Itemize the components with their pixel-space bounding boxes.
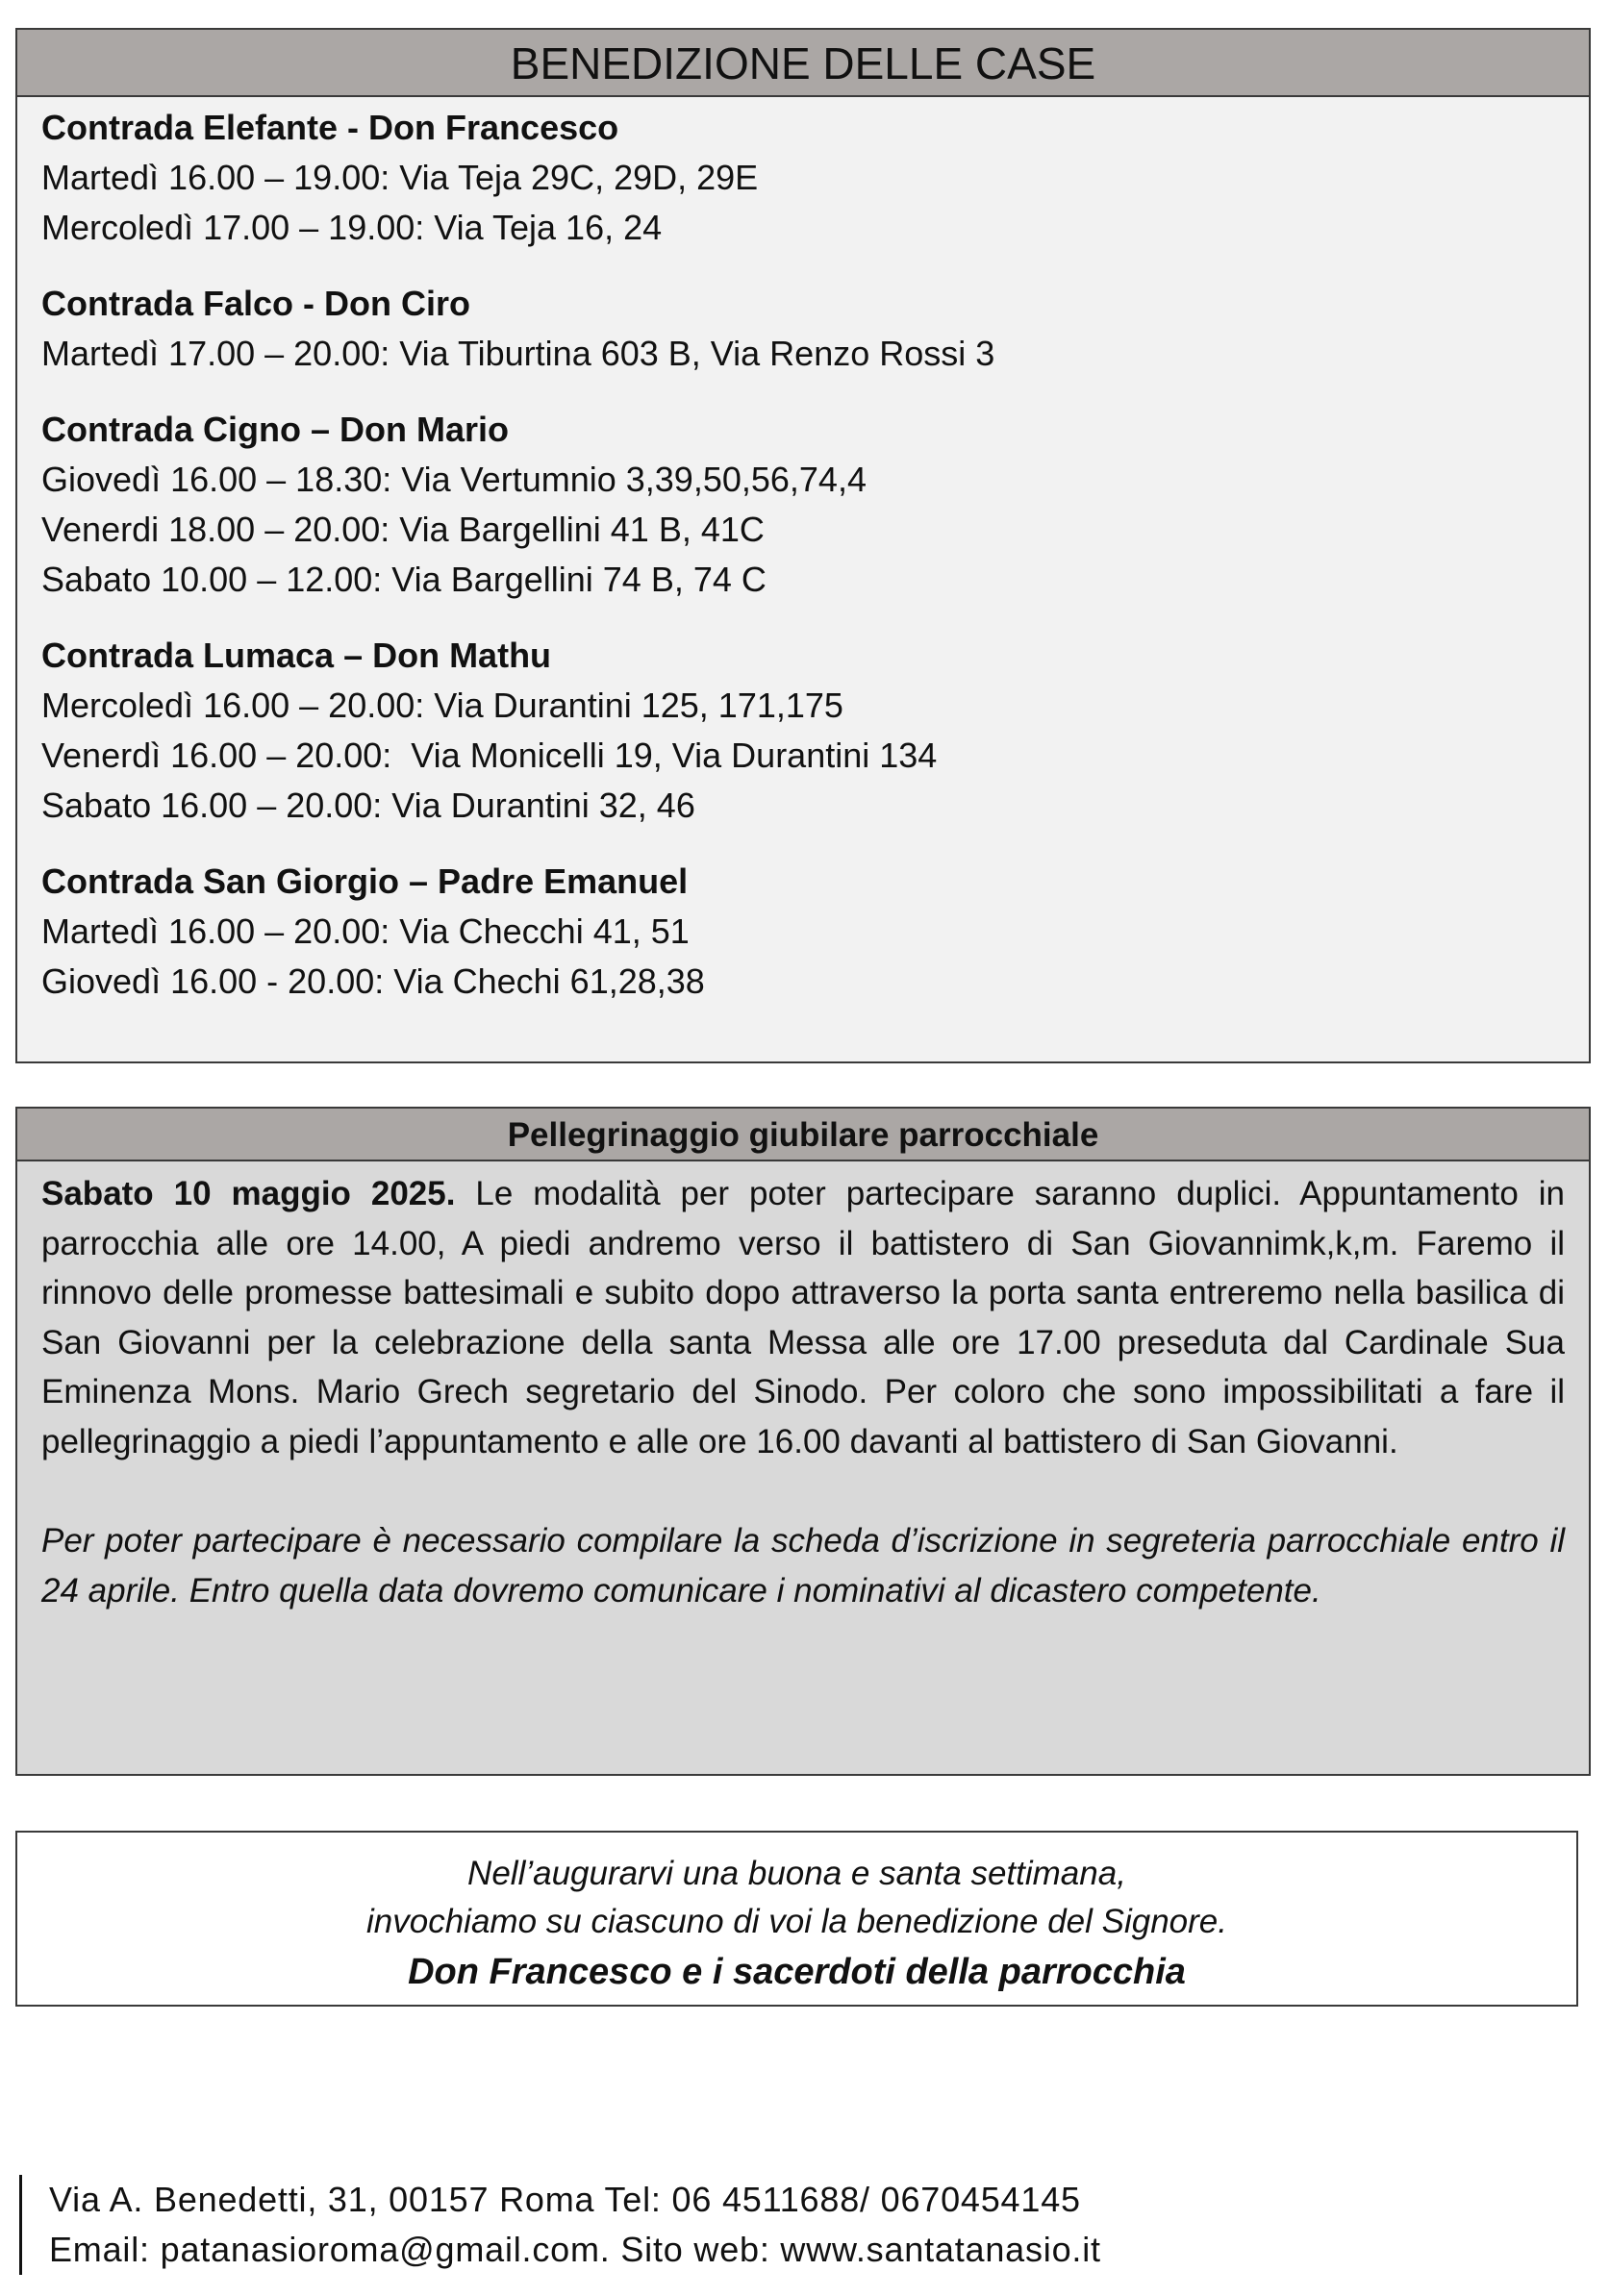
benedizione-list bbox=[17, 97, 1589, 1007]
contrada-lumaca bbox=[41, 631, 1565, 831]
pellegrinaggio-title: Pellegrinaggio giubilare parrocchiale bbox=[17, 1109, 1589, 1161]
footer bbox=[19, 2175, 1101, 2275]
closing-line-1: Nell’augurarvi una buona e santa settimana, bbox=[467, 1855, 1126, 1892]
pellegrinaggio-date: Sabato 10 maggio 2025. bbox=[41, 1175, 456, 1212]
contrada-title: Contrada Cigno – Don Mario bbox=[41, 410, 509, 449]
schedule-line: Venerdì 16.00 – 20.00: Via Monicelli 19, Via Durantini 134 bbox=[41, 736, 938, 775]
closing-signature: Don Francesco e i sacerdoti della parrocchia bbox=[408, 1952, 1186, 1992]
schedule-line: Martedì 16.00 – 20.00: Via Checchi 41, 51 bbox=[41, 911, 690, 951]
contrada-cigno bbox=[41, 405, 1565, 605]
contrada-falco bbox=[41, 279, 1565, 379]
schedule-line: Giovedì 16.00 - 20.00: Via Chechi 61,28,38 bbox=[41, 961, 705, 1001]
contrada-san-giorgio bbox=[41, 857, 1565, 1007]
schedule-line: Venerdi 18.00 – 20.00: Via Bargellini 41 B, 41C bbox=[41, 510, 765, 549]
schedule-line: Sabato 10.00 – 12.00: Via Bargellini 74 B, 74 C bbox=[41, 560, 767, 599]
schedule-line: Sabato 16.00 – 20.00: Via Durantini 32, 46 bbox=[41, 786, 695, 825]
footer-contact: Email: patanasioroma@gmail.com. Sito web: www.santatanasio.it bbox=[49, 2230, 1101, 2269]
pellegrinaggio-text: Le modalità per poter partecipare saranno duplici. Appuntamento in parrocchia alle ore 14.00, A piedi andremo verso il battistero di San Giovannimk,k,m. Faremo il rinnovo delle promesse battesimali e subito dopo attraverso la porta santa entreremo nella basilica di San Giovanni per la celebrazione della santa Messa alle ore 17.00 preseduta dal Cardinale Sua Eminenza Mons. Mario Grech segretario del Sinodo. Per coloro che sono impossibilitati a fare il pellegrinaggio a piedi l’appuntamento e alle ore 16.00 davanti al battistero di San Giovanni. bbox=[41, 1175, 1565, 1460]
pellegrinaggio-body bbox=[17, 1161, 1589, 1615]
contrada-title: Contrada Lumaca – Don Mathu bbox=[41, 636, 552, 675]
pellegrinaggio-paragraph bbox=[41, 1169, 1565, 1466]
schedule-line: Mercoledì 16.00 – 20.00: Via Durantini 125, 171,175 bbox=[41, 686, 843, 725]
pellegrinaggio-box bbox=[15, 1107, 1591, 1776]
schedule-line: Martedì 17.00 – 20.00: Via Tiburtina 603 B, Via Renzo Rossi 3 bbox=[41, 334, 995, 373]
footer-address: Via A. Benedetti, 31, 00157 Roma Tel: 06 4511688/ 0670454145 bbox=[49, 2180, 1081, 2219]
contrada-elefante bbox=[41, 103, 1565, 253]
pellegrinaggio-note: Per poter partecipare è necessario compilare la scheda d’iscrizione in segreteria parrocchiale entro il 24 aprile. Entro quella data dovremo comunicare i nominativi al dicastero competente. bbox=[41, 1522, 1565, 1610]
schedule-line: Mercoledì 17.00 – 19.00: Via Teja 16, 24 bbox=[41, 208, 663, 247]
contrada-title: Contrada Elefante - Don Francesco bbox=[41, 108, 619, 147]
contrada-title: Contrada San Giorgio – Padre Emanuel bbox=[41, 861, 689, 901]
benedizione-title: BENEDIZIONE DELLE CASE bbox=[17, 30, 1589, 97]
schedule-line: Giovedì 16.00 – 18.30: Via Vertumnio 3,39,50,56,74,4 bbox=[41, 460, 867, 499]
benedizione-box bbox=[15, 28, 1591, 1063]
closing-line-2: invochiamo su ciascuno di voi la benedizione del Signore. bbox=[366, 1903, 1227, 1940]
contrada-title: Contrada Falco - Don Ciro bbox=[41, 284, 471, 323]
closing-box bbox=[15, 1831, 1578, 2007]
schedule-line: Martedì 16.00 – 19.00: Via Teja 29C, 29D, 29E bbox=[41, 158, 759, 197]
